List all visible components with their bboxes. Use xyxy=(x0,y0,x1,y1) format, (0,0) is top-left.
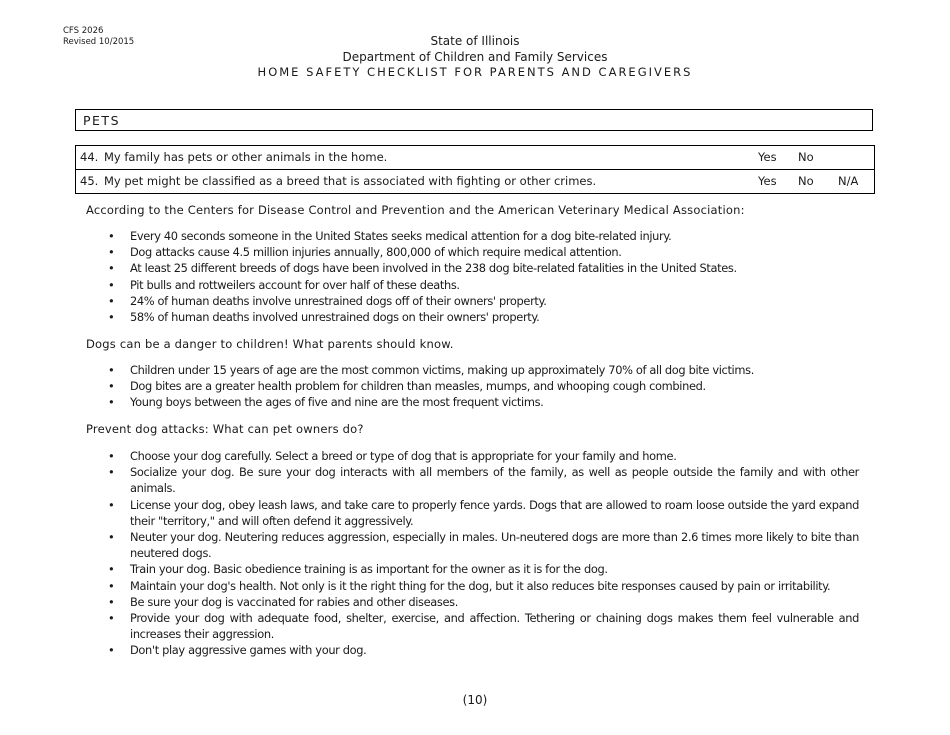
bullet-icon: • xyxy=(108,578,115,593)
bullet-icon: • xyxy=(108,293,115,308)
question-text: My family has pets or other animals in the home. xyxy=(104,150,388,164)
bullet-icon: • xyxy=(108,310,115,325)
answer-no[interactable]: No xyxy=(798,150,814,164)
question-number: 44. xyxy=(80,150,99,164)
bullet-icon: • xyxy=(108,363,115,377)
list-item: • Dog attacks cause 4.5 million injuries annually, 800,000 of which require medical attention. xyxy=(108,245,622,260)
bullet-icon: • xyxy=(108,395,115,410)
bullet-icon: • xyxy=(108,229,115,243)
section-header-box xyxy=(75,109,873,131)
list-item: • Neuter your dog. Neutering reduces aggression, especially in males. Un-neutered dogs are more than 2.6 times more likely to bite than neutered dogs. xyxy=(108,530,859,561)
section-title: PETS xyxy=(83,113,121,128)
answer-yes[interactable]: Yes xyxy=(758,150,777,164)
question-text: My pet might be classified as a breed that is associated with fighting or other crimes. xyxy=(104,174,597,188)
list-item: • Be sure your dog is vaccinated for rabies and other diseases. xyxy=(108,594,458,609)
list-item: • Children under 15 years of age are the most common victims, making up approximately 70% of all dog bite victims. xyxy=(108,363,754,377)
checklist-row xyxy=(76,146,874,169)
list-item: • At least 25 different breeds of dogs have been involved in the 238 dog bite-related fatalities in the United States. xyxy=(108,261,737,276)
bullet-icon: • xyxy=(108,277,115,292)
bullet-icon: • xyxy=(108,449,115,463)
list-item: • Young boys between the ages of five and nine are the most frequent victims. xyxy=(108,395,544,410)
cdc-facts-list xyxy=(106,228,859,325)
bullet-icon: • xyxy=(108,261,115,276)
question-number: 45. xyxy=(80,174,99,188)
answer-yes[interactable]: Yes xyxy=(758,174,777,188)
form-revised-date: Revised 10/2015 xyxy=(63,37,135,47)
list-item: • Socialize your dog. Be sure your dog interacts with all members of the family, as well as people outside the family and with other animals. xyxy=(108,465,859,496)
list-item: • Dog bites are a greater health problem for children than measles, mumps, and whooping cough combined. xyxy=(108,379,706,394)
bullet-icon: • xyxy=(108,245,115,260)
bullet-icon: • xyxy=(108,379,115,394)
bullet-icon: • xyxy=(108,497,115,512)
form-number: CFS 2026 xyxy=(63,26,104,36)
list-item: • 58% of human deaths involved unrestrained dogs on their owners' property. xyxy=(108,310,540,325)
list-item: • Maintain your dog's health. Not only is it the right thing for the dog, but it also reduces bite responses caused by pain or irritability. xyxy=(108,578,831,593)
list-item: • Train your dog. Basic obedience training is as important for the owner as it is for the dog. xyxy=(108,562,608,577)
page-number: (10) xyxy=(462,693,488,707)
header-department: Department of Children and Family Services xyxy=(342,49,608,64)
checklist-row xyxy=(76,169,874,193)
list-item: • Don't play aggressive games with your dog. xyxy=(108,643,367,658)
children-facts-list xyxy=(106,362,859,411)
list-item: • License your dog, obey leash laws, and take care to properly fence yards. Dogs that are allowed to roam loose outside the yard expand their "territory," and will often defend it aggressively. xyxy=(108,497,859,528)
bullet-icon: • xyxy=(108,611,115,626)
bullet-icon: • xyxy=(108,594,115,609)
checklist-table xyxy=(75,145,875,194)
bullet-icon: • xyxy=(108,643,115,658)
list-item: • 24% of human deaths involve unrestrained dogs off of their owners' property. xyxy=(108,293,547,308)
answer-na[interactable]: N/A xyxy=(838,174,859,188)
list-item: • Pit bulls and rottweilers account for over half of these deaths. xyxy=(108,277,460,292)
list-item: • Provide your dog with adequate food, shelter, exercise, and affection. Tethering or chaining dogs makes them feel vulnerable and increases their aggression. xyxy=(108,611,859,642)
answer-no[interactable]: No xyxy=(798,174,814,188)
list-item: • Every 40 seconds someone in the United States seeks medical attention for a dog bite-related injury. xyxy=(108,229,672,243)
document-header xyxy=(0,34,950,81)
prevention-intro-paragraph: Prevent dog attacks: What can pet owners do? xyxy=(86,422,364,436)
bullet-icon: • xyxy=(108,562,115,577)
bullet-icon: • xyxy=(108,465,115,480)
header-state: State of Illinois xyxy=(430,34,520,48)
header-title: HOME SAFETY CHECKLIST FOR PARENTS AND CAREGIVERS xyxy=(257,65,693,79)
prevention-tips-list xyxy=(106,448,859,659)
children-intro-paragraph: Dogs can be a danger to children! What parents should know. xyxy=(86,337,454,351)
bullet-icon: • xyxy=(108,530,115,545)
cdc-intro-paragraph: According to the Centers for Disease Control and Prevention and the American Veterinary Medical Association: xyxy=(86,203,745,217)
list-item: • Choose your dog carefully. Select a breed or type of dog that is appropriate for your family and home. xyxy=(108,449,677,463)
